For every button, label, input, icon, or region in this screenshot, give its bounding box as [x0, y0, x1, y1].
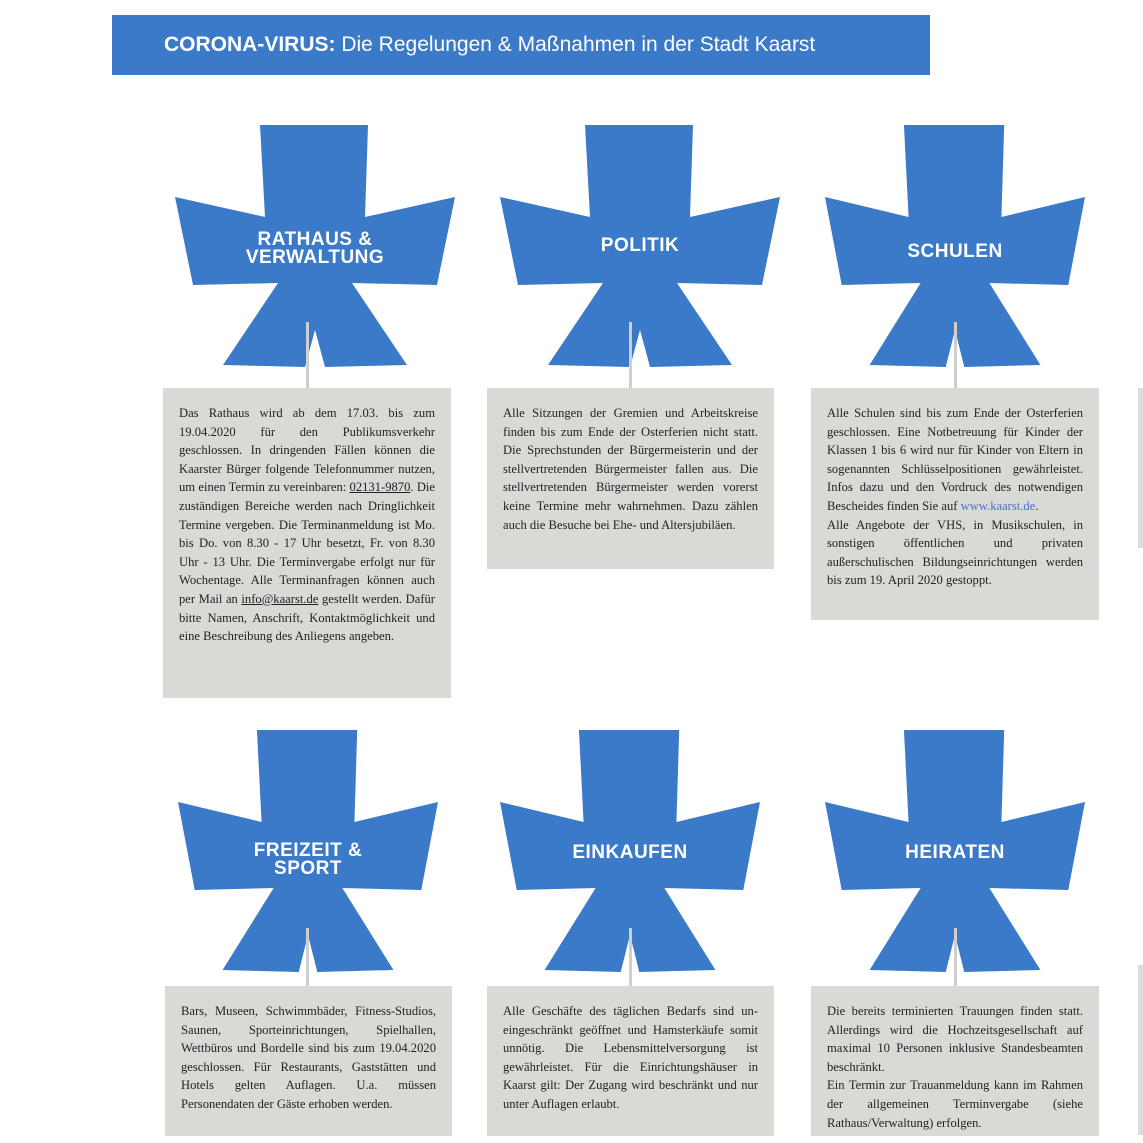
- connector-line: [306, 928, 309, 986]
- connector-line: [629, 322, 632, 388]
- card-text: Die bereits terminierten Trauungen finden statt. Allerdings wird die Hochzeitsgesellschaft auf maximal 10 Personen inklusive Standesbeamten beschränkt.: [827, 1004, 1083, 1074]
- card-text: Alle Geschäfte des täglichen Bedarfs sind uneingeschränkt geöffnet und Hamsterkäufe somit unnötig. Die Lebensmittelversorgung ist gewährleistet. Für die Einrichtungshäuser in Kaarst gilt: Der Zugang wird beschränkt und nur unter Auflagen erlaubt.: [503, 1004, 758, 1111]
- page-title-bold: CORONA-VIRUS:: [164, 33, 336, 56]
- email-link[interactable]: info@kaarst.de: [241, 591, 319, 606]
- phone-number: 02131-9870: [349, 480, 411, 495]
- info-card-rathaus: [163, 388, 451, 698]
- topic-title: SCHULEN: [907, 241, 1003, 262]
- card-text: Bars, Museen, Schwimmbäder, Fitness-Studios, Saunen, Sporteinrichtungen, Spielhallen, Wettbüros und Bordelle sind bis zum 19.04.2020 geschlossen. Für Restaurants, Gaststätten und Hotels gelten Auflagen. U.a. müssen Personendaten der Gäste erhoben werden.: [181, 1004, 436, 1111]
- info-card-heiraten: [811, 986, 1099, 1136]
- cropped-card-edge: [1138, 388, 1143, 548]
- info-card-einkaufen: [487, 986, 774, 1136]
- website-link[interactable]: www.kaarst.de: [960, 498, 1036, 513]
- topic-title: RATHAUS & VERWALTUNG: [245, 229, 385, 268]
- card-text-2: Ein Termin zur Trauanmeldung kann im Rahmen der allgemeinen Terminvergabe (siehe Rathaus/Verwaltung) erfolgen.: [827, 1078, 1083, 1130]
- topic-politik: [500, 125, 780, 375]
- topic-title: EINKAUFEN: [572, 842, 688, 863]
- connector-line: [954, 928, 957, 986]
- info-card-schulen: [811, 388, 1099, 620]
- info-card-freizeit: [165, 986, 452, 1136]
- topic-title: HEIRATEN: [905, 842, 1005, 863]
- connector-line: [629, 928, 632, 986]
- card-text: Das Rathaus wird ab dem 17.03. bis zum 19.04.2020 für den Publikumsverkehr geschlossen. In dringenden Fällen können die Kaarster Bürger folgende Telefonnummer nutzen, um einen Termin zu vereinbaren: 02131-9870. Die zuständigen Bereiche werden nach Dringlichkeit Termine vergeben. Die Terminanmeldung ist Mo. bis Do. von 8.30 - 17 Uhr besetzt, Fr. von 8.30 Uhr - 13 Uhr. Die Terminvergabe erfolgt nur für Wochentage. Alle Terminanfragen können auch per Mail an info@kaarst.de gestellt werden. Dafür bitte Namen, Anschrift, Kontaktmöglichkeit und eine Beschreibung des Anliegens angeben.: [179, 406, 435, 644]
- topic-title: POLITIK: [600, 235, 680, 256]
- cropped-card-edge: [1138, 965, 1143, 1135]
- page-title-banner: [112, 15, 930, 75]
- topic-title: FREIZEIT & SPORT: [253, 840, 363, 879]
- connector-line: [306, 322, 309, 388]
- info-card-politik: [487, 388, 774, 569]
- connector-line: [954, 322, 957, 388]
- card-text: Alle Sitzungen der Gremien und Arbeitskreise finden bis zum Ende der Osterferien nicht statt. Die Sprechstunden der Bürgermeisterin und der stellvertretenden Bürgermeister fallen aus. Die stellvertretenden Bürgermeister werden vorerst keine Termine mehr wahrnehmen. Dazu zählen auch die Besuche bei Ehe- und Altersjubiläen.: [503, 406, 758, 532]
- card-text-2: Alle Angebote der VHS, in Musikschulen, in sonstigen öffentlichen und privaten außerschulischen Bildungseinrichtungen werden bis zum 19. April 2020 gestoppt.: [827, 517, 1083, 588]
- card-text: Alle Schulen sind bis zum Ende der Osterferien geschlossen. Eine Notbetreuung für Kinder der Klassen 1 bis 6 wird nur für Kinder von Eltern in sogenannten Schlüsselpositionen gewährleistet. Infos dazu und den Vordruck des notwendigen Bescheides finden Sie auf www.kaarst.de.: [827, 406, 1083, 513]
- page-title-text: Die Regelungen & Maßnahmen in der Stadt Kaarst: [335, 33, 816, 56]
